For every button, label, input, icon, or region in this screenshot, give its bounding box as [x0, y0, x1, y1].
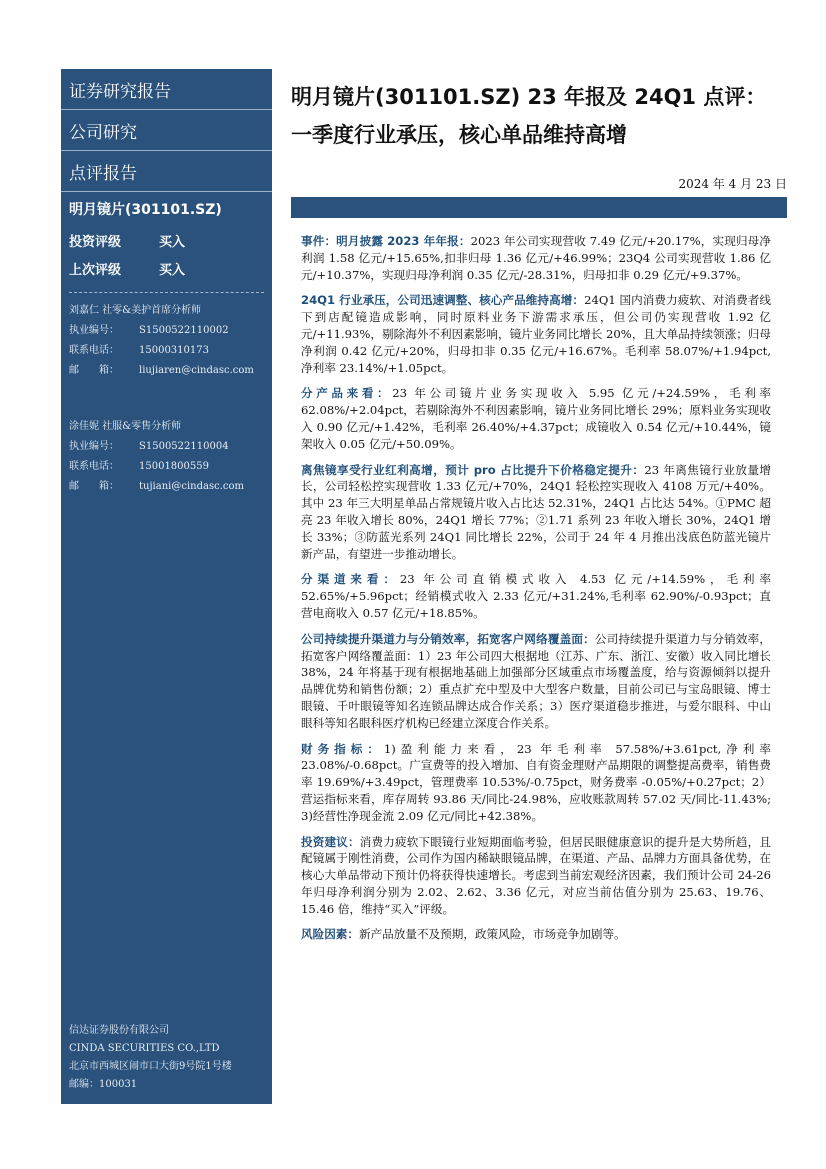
category-label: 公司研究 [61, 110, 272, 151]
rating-label: 投资评级 [69, 234, 122, 250]
license-label: 执业编号： [69, 325, 119, 336]
phone-label: 联系电话： [69, 345, 119, 356]
report-title [291, 78, 791, 154]
paragraph-body: 1)盈利能力来看，23 年毛利率 57.58%/+3.61pct,净利率 23.08%/-0.68pct。广宣费等的投入增加、自有资金理财产品期限的调整提高费率，销售费率 19.69%/+3.49pct，管理费率 10.53%/-0.75pct，财务费率 -0.05%/+0.27pct；2）营运指标来看，库存周转 93.86 天/同比-24.98%，应收账款周转 57.02 天/同比-11.43%; 3)经营性净现金流 2.09 亿元/同比+42.38%。 [301, 741, 771, 823]
paragraph-body: 23 年公司镜片业务实现收入 5.95 亿元/+24.59%，毛利率 62.08%/+2.04pct，若剔除海外不利因素影响，镜片业务同比增长 29%；原料业务实现收入 0.90 亿元/+1.42%，毛利率 26.40%/+4.37pct；成镜收入 0.54 亿元/+10.44%，镜架收入 0.05 亿元/+50.09%。 [301, 386, 771, 451]
paragraph [301, 926, 771, 943]
rating-value: 买入 [159, 234, 186, 250]
paragraph-body: 23 年公司直销模式收入 4.53 亿元/+14.59%，毛利率 52.65%/+5.96pct；经销模式收入 2.33 亿元/+31.24%,毛利率 62.90%/-0.93pct；直营电商收入 0.57 亿元/+18.85%。 [301, 572, 771, 620]
analyst-email-row [69, 477, 272, 497]
paragraph [301, 631, 771, 732]
license-label: 执业编号： [69, 441, 119, 452]
paragraph-lead: 事件：明月披露 2023 年年报： [301, 234, 471, 248]
analyst-license-row [69, 437, 272, 457]
paragraph [301, 292, 771, 376]
email-label: 邮 箱： [69, 365, 119, 376]
paragraph [301, 834, 771, 918]
analyst-name-title: 涂佳妮 社服&零售分析师 [69, 421, 182, 432]
paragraph-lead: 24Q1 行业承压，公司迅速调整、核心产品维持高增： [301, 293, 585, 308]
paragraph [301, 462, 771, 563]
paragraph-lead: 投资建议： [301, 834, 360, 849]
email-label: 邮 箱： [69, 481, 119, 492]
report-date: 2024 年 4 月 23 日 [678, 177, 787, 191]
report-body [301, 233, 771, 952]
firm-name-en: CINDA SECURITIES CO.,LTD [69, 1043, 220, 1054]
analyst-name-title: 刘嘉仁 社零&美护首席分析师 [69, 305, 202, 316]
phone-label: 联系电话： [69, 461, 119, 472]
firm-address: 北京市西城区闹市口大街9号院1号楼 [69, 1061, 232, 1072]
paragraph-lead: 分渠道来看： [301, 572, 400, 587]
subcategory-label: 点评报告 [61, 151, 272, 192]
paragraph-body: 23 年离焦镜行业放量增长，公司轻松控实现营收 1.33 亿元/+70%，24Q1 轻松控实现收入 4108 万元/+40%。其中 23 年三大明星单品占常规镜片收入占比达 52.31%，24Q1 占比达 54%。①PMC 超亮 23 年收入增长 80%，24Q1 增长 77%；②1.71 系列 23 年收入增长 30%，24Q1 增长 33%；③防蓝光系列 24Q1 同比增长 22%，公司于 24 年 4 月推出浅底色防蓝光镜片新产品，有望进一步推动增长。 [301, 462, 771, 561]
analyst-phone-row [69, 457, 272, 477]
analyst-email-row [69, 361, 272, 381]
paragraph-body: 新产品放量不及预期，政策风险，市场竞争加剧等。 [358, 927, 626, 942]
paragraph-body: 消费力疲软下眼镜行业短期面临考验，但居民眼健康意识的提升是大势所趋，且配镜属于刚性消费，公司作为国内稀缺眼镜品牌，在渠道、产品、品牌力方面具备优势，在核心大单品带动下预计仍将获得快速增长。考虑到当前宏观经济因素，我们预计公司 24-26 年归母净利润分别为 2.02、2.62、3.36 亿元，对应当前估值分别为 25.63、19.76、15.46 倍，维持“买入”评级。 [301, 834, 771, 916]
paragraph-lead: 公司持续提升渠道力与分销效率，拓宽客户网络覆盖面： [301, 631, 595, 646]
paragraph [301, 233, 771, 283]
analyst-license-row [69, 321, 272, 341]
previous-rating [61, 254, 272, 282]
analyst-license: S1500522110004 [139, 441, 229, 452]
analyst-phone: 15001800559 [139, 461, 209, 472]
title-rule-bar [291, 197, 787, 218]
paragraph [301, 385, 771, 452]
paragraph-body: 公司持续提升渠道力与分销效率，拓宽客户网络覆盖面：1）23 年公司四大根据地（江苏、广东、浙江、安徽）收入同比增长 38%，24 年将基于现有根据地基础上加强部分区域重点市场覆盖度，给与资源倾斜以提升品牌优势和销售份额；2）重点扩充中型及中大型客户数量，目前公司已与宝岛眼镜、博士眼镜、千叶眼镜等知名连锁品牌达成合作关系；3）医疗渠道稳步推进，与爱尔眼科、中山眼科等知名眼科医疗机构已经建立深度合作关系。 [301, 631, 771, 730]
title-line-2: 一季度行业承压，核心单品维持高增 [291, 123, 627, 147]
firm-postcode: 邮编：100031 [69, 1079, 138, 1090]
sidebar [61, 69, 272, 1104]
firm-name-cn: 信达证券股份有限公司 [69, 1025, 169, 1036]
paragraph-body: 24Q1 国内消费力疲软、对消费者线下到店配镜造成影响，同时原料业务下游需求承压，但公司仍实现营收 1.92 亿元/+11.93%，剔除海外不利因素影响，镜片业务同比增长 20%，且大单品持续领涨；归母净利润 0.42 亿元/+20%，归母扣非 0.35 亿元/+16.67%。毛利率 58.07%/+1.94pct,净利率 23.14%/+1.05pct。 [301, 293, 771, 375]
prev-rating-label: 上次评级 [69, 262, 122, 278]
prev-rating-value: 买入 [159, 262, 186, 278]
paragraph-lead: 分产品来看： [301, 386, 393, 401]
analyst-card [61, 293, 272, 381]
analyst-phone: 15000310173 [139, 345, 209, 356]
paragraph [301, 571, 771, 621]
investment-rating [61, 226, 272, 254]
analyst-license: S1500522110002 [139, 325, 229, 336]
company-name: 明月镜片(301101.SZ) [69, 202, 222, 218]
paragraph-lead: 离焦镜享受行业红利高增，预计 pro 占比提升下价格稳定提升： [301, 462, 645, 477]
paragraph-body: 2023 年公司实现营收 7.49 亿元/+20.17%，实现归母净利润 1.58 亿元/+15.65%,扣非归母 1.36 亿元/+46.99%；23Q4 公司实现营收 1.86 亿元/+10.37%，实现归母净利润 0.35 亿元/-28.31%，归母扣非 0.29 亿元/+9.37%。 [301, 234, 771, 282]
paragraph [301, 741, 771, 825]
report-type-label: 证券研究报告 [61, 69, 272, 110]
analyst-email[interactable]: tujiani@cindasc.com [139, 481, 244, 492]
title-line-1: 明月镜片(301101.SZ) 23 年报及 24Q1 点评： [291, 85, 767, 109]
analyst-card [61, 409, 272, 497]
paragraph-lead: 风险因素： [301, 927, 359, 942]
analyst-phone-row [69, 341, 272, 361]
analyst-email[interactable]: liujiaren@cindasc.com [139, 365, 254, 376]
firm-info [69, 1022, 232, 1094]
paragraph-lead: 财务指标： [301, 741, 384, 756]
